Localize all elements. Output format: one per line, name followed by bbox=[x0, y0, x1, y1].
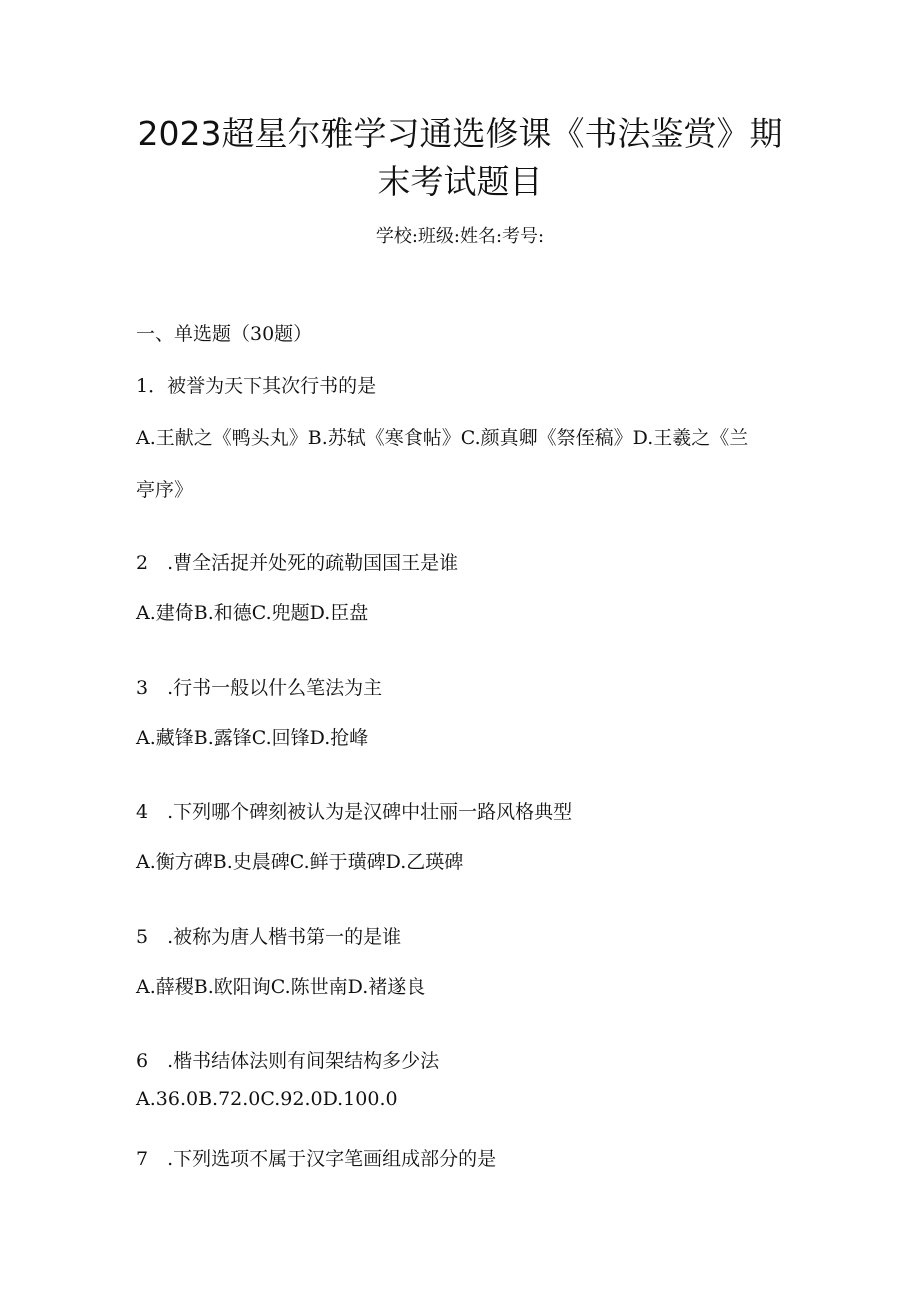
question-5-text: 5 .被称为唐人楷书第一的是谁 bbox=[136, 926, 402, 948]
question-1-text: 1．被誉为天下其次行书的是 bbox=[136, 375, 377, 397]
question-4-options: A.衡方碑B.史晨碑C.鲜于璜碑D.乙瑛碑 bbox=[136, 851, 464, 873]
question-3-options: A.藏锋B.露锋C.回锋D.抢峰 bbox=[136, 727, 369, 749]
question-6-options: A.36.0B.72.0C.92.0D.100.0 bbox=[136, 1088, 398, 1110]
question-3-text: 3 .行书一般以什么笔法为主 bbox=[136, 677, 383, 699]
question-4-text: 4 .下列哪个碑刻被认为是汉碑中壮丽一路风格典型 bbox=[136, 801, 573, 823]
question-2-options: A.建倚B.和德C.兜题D.臣盘 bbox=[136, 602, 369, 624]
page-title-line-1: 2023超星尔雅学习通选修课《书法鉴赏》期 bbox=[137, 114, 783, 153]
question-6-text: 6 .楷书结体法则有间架结构多少法 bbox=[136, 1050, 440, 1072]
page-title-line-2: 末考试题目 bbox=[377, 162, 543, 201]
question-5-options: A.薛稷B.欧阳询C.陈世南D.褚遂良 bbox=[136, 976, 426, 998]
question-1-options-continued: 亭序》 bbox=[136, 479, 194, 501]
student-info-line: 学校:班级:姓名:考号: bbox=[375, 226, 545, 247]
question-2-text: 2 .曹全活捉并处死的疏勒国国王是谁 bbox=[136, 552, 459, 574]
question-7-text: 7 .下列选项不属于汉字笔画组成部分的是 bbox=[136, 1148, 497, 1170]
section-heading: 一、单选题（30题） bbox=[136, 323, 313, 345]
question-1-options: A.王献之《鸭头丸》B.苏轼《寒食帖》C.颜真卿《祭侄稿》D.王羲之《兰 bbox=[136, 427, 749, 449]
